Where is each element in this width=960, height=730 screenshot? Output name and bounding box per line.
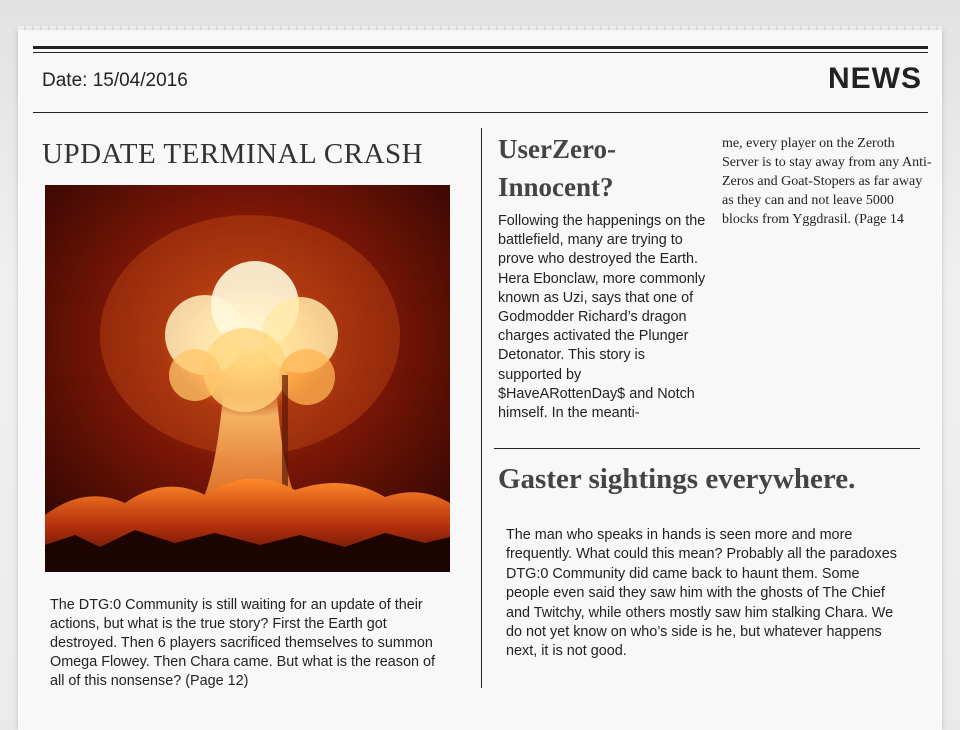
gaster-section-rule <box>494 448 920 449</box>
mushroom-cloud-icon <box>45 185 450 572</box>
gaster-headline: Gaster sightings everywhere. <box>498 463 856 495</box>
crash-headline: UPDATE TERMINAL CRASH <box>42 138 424 170</box>
masthead-date: Date: 15/04/2016 <box>42 70 188 91</box>
explosion-photo <box>45 185 450 572</box>
masthead-rule-bottom <box>33 112 928 113</box>
userzero-body-continued: me, every player on the Zeroth Server is to stay away from any Anti-Zeros and Goat-Stopers as far away as they can and not leave 5000 blocks from Yggdrasil. (Page 14 <box>722 136 932 227</box>
crash-body: The DTG:0 Community is still waiting for an update of their actions, but what is the true story? First the Earth got destroyed. Then 6 players sacrificed themselves to summon Omega Flowey. Then Chara came. But what is the reason of all of this nonsense? (Page 12) <box>50 597 436 689</box>
masthead-title: NEWS <box>828 62 922 95</box>
column-divider <box>481 128 482 688</box>
userzero-body: Following the happenings on the battlefield, many are trying to prove who destroyed the Earth. Hera Ebonclaw, more commonly known as Uzi, says that one of Godmodder Richard’s dragon charges activated the Plunger Detonator. This story is supported by $HaveARottenDay$ and Notch himself. In the meanti- <box>498 213 706 422</box>
userzero-headline: UserZero-Innocent? <box>498 134 616 202</box>
masthead-rule-top-thin <box>33 52 928 53</box>
gaster-body: The man who speaks in hands is seen more and more frequently. What could this mean? Probably all the paradoxes DTG:0 Community did came back to haunt them. Some people even said they saw him with the ghosts of The Chief and Twitchy, while others mostly saw him stalking Chara. We do not yet know on who’s side is he, but whatever happens next, it is not good. <box>506 527 897 660</box>
masthead-rule-top <box>33 46 928 49</box>
